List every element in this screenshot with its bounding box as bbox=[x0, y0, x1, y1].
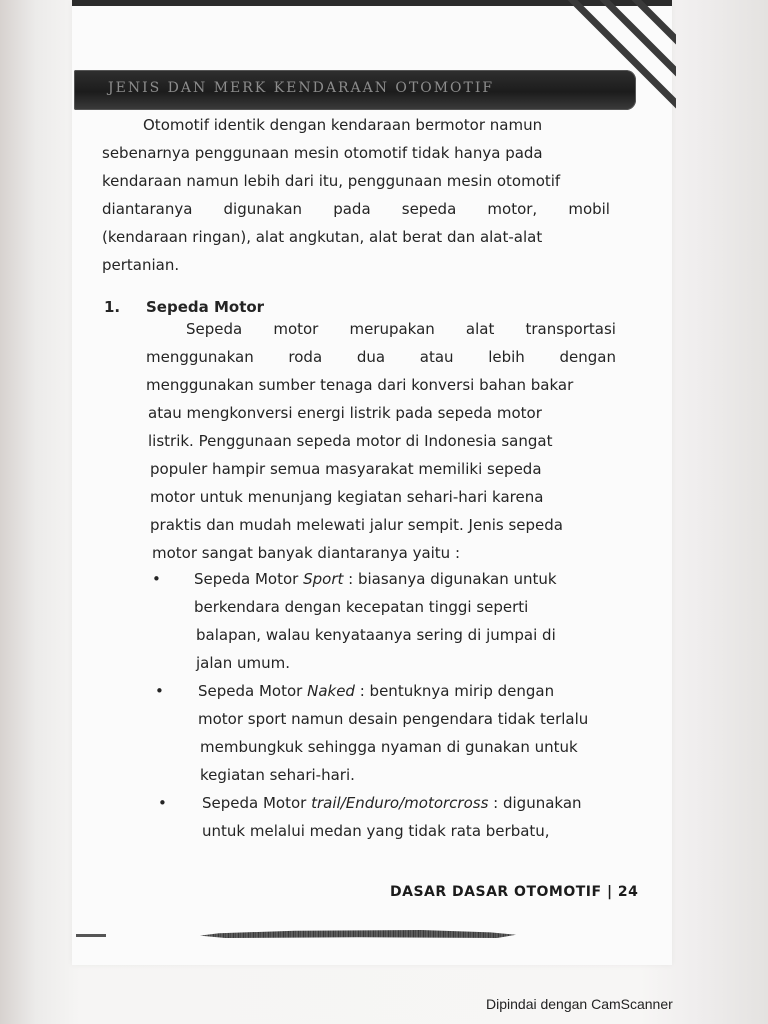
bullet-item-trail bbox=[202, 794, 582, 812]
section-word: merupakan bbox=[349, 320, 435, 338]
bullet-dot: • bbox=[158, 794, 167, 812]
section-word: dua bbox=[356, 348, 386, 366]
bullet-line: kegiatan sehari-hari. bbox=[200, 766, 355, 784]
intro-word: sepeda bbox=[401, 200, 457, 218]
section-word: menggunakan bbox=[146, 348, 254, 366]
section-line: listrik. Penggunaan sepeda motor di Indonesia sangat bbox=[148, 432, 553, 450]
intro-line: Otomotif identik dengan kendaraan bermotor namun bbox=[143, 116, 543, 134]
bullet-term: Sport bbox=[303, 570, 344, 588]
intro-justified-line bbox=[102, 200, 610, 218]
intro-line: (kendaraan ringan), alat angkutan, alat berat dan alat-alat bbox=[102, 228, 543, 246]
section-word: Sepeda bbox=[186, 320, 243, 338]
bullet-term: Naked bbox=[307, 682, 355, 700]
bullet-suffix: : biasanya digunakan untuk bbox=[343, 570, 557, 588]
intro-word: motor, bbox=[487, 200, 538, 218]
intro-line: sebenarnya penggunaan mesin otomotif tidak hanya pada bbox=[102, 144, 543, 162]
intro-word: diantaranya bbox=[102, 200, 193, 218]
section-word: dengan bbox=[559, 348, 616, 366]
section-word: transportasi bbox=[525, 320, 616, 338]
bullet-term: trail/Enduro/motorcross bbox=[311, 794, 489, 812]
intro-word: mobil bbox=[568, 200, 610, 218]
bullet-suffix: : bentuknya mirip dengan bbox=[354, 682, 555, 700]
bullet-line: balapan, walau kenyataanya sering di jumpai di bbox=[196, 626, 556, 644]
section-word: alat bbox=[465, 320, 495, 338]
bullet-dot: • bbox=[152, 570, 161, 588]
bottom-rule-left bbox=[76, 934, 106, 937]
bullet-item-naked bbox=[198, 682, 554, 700]
section-word: atau bbox=[419, 348, 454, 366]
bullet-item-sport bbox=[194, 570, 557, 588]
bullet-line: untuk melalui medan yang tidak rata berbatu, bbox=[202, 822, 550, 840]
bullet-line: membungkuk sehingga nyaman di gunakan untuk bbox=[200, 738, 578, 756]
bullet-suffix: : digunakan bbox=[488, 794, 582, 812]
bullet-line: motor sport namun desain pengendara tidak terlalu bbox=[198, 710, 589, 728]
section-line: atau mengkonversi energi listrik pada sepeda motor bbox=[148, 404, 542, 422]
section-justified-line bbox=[146, 348, 616, 366]
section-line: menggunakan sumber tenaga dari konversi bahan bakar bbox=[146, 376, 574, 394]
chapter-header-title: JENIS DAN MERK KENDARAAN OTOMOTIF bbox=[108, 80, 495, 96]
intro-word: digunakan bbox=[223, 200, 303, 218]
page-footer: DASAR DASAR OTOMOTIF | 24 bbox=[390, 884, 639, 900]
intro-word: pada bbox=[333, 200, 371, 218]
camscanner-watermark: Dipindai dengan CamScanner bbox=[486, 996, 673, 1012]
intro-line: kendaraan namun lebih dari itu, penggunaan mesin otomotif bbox=[102, 172, 561, 190]
bullet-prefix: Sepeda Motor bbox=[202, 794, 312, 812]
bullet-prefix: Sepeda Motor bbox=[194, 570, 304, 588]
section-justified-line bbox=[186, 320, 616, 338]
bullet-line: jalan umum. bbox=[196, 654, 290, 672]
section-line: motor untuk menunjang kegiatan sehari-hari karena bbox=[150, 488, 544, 506]
section-line: motor sangat banyak diantaranya yaitu : bbox=[152, 544, 461, 562]
chapter-header-bar bbox=[74, 70, 636, 110]
bullet-prefix: Sepeda Motor bbox=[198, 682, 308, 700]
section-line: populer hampir semua masyarakat memiliki sepeda bbox=[150, 460, 542, 478]
section-word: roda bbox=[288, 348, 323, 366]
section-word: motor bbox=[273, 320, 319, 338]
section-word: lebih bbox=[488, 348, 525, 366]
section-line: praktis dan mudah melewati jalur sempit. Jenis sepeda bbox=[150, 516, 563, 534]
section-title: Sepeda Motor bbox=[146, 298, 265, 316]
intro-line: pertanian. bbox=[102, 256, 180, 274]
bullet-line: berkendara dengan kecepatan tinggi seperti bbox=[194, 598, 529, 616]
bullet-dot: • bbox=[155, 682, 164, 700]
section-number: 1. bbox=[104, 298, 121, 316]
